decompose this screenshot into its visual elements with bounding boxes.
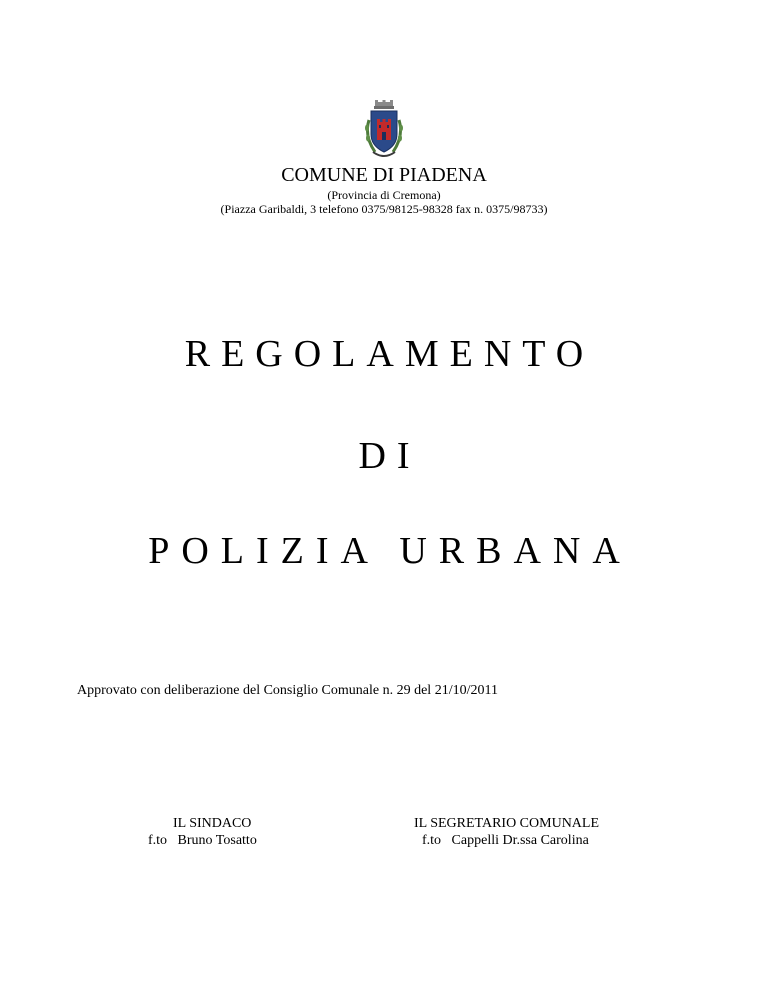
approval-statement: Approvato con deliberazione del Consiglio Comunale n. 29 del 21/10/2011 (77, 683, 498, 698)
signature-role: IL SINDACO (173, 816, 252, 831)
signature-name: f.to Cappelli Dr.ssa Carolina (422, 833, 589, 848)
municipality-name: COMUNE DI PIADENA (281, 164, 487, 186)
province-line: (Provincia di Cremona) (327, 188, 441, 202)
address-line: (Piazza Garibaldi, 3 telefono 0375/98125-98328 fax n. 0375/98733) (220, 202, 548, 216)
signature-block-secretary (414, 815, 654, 849)
title-line-regolamento: REGOLAMENTO (184, 333, 595, 375)
title-line-polizia-urbana: POLIZIA URBANA (148, 530, 632, 572)
signature-name: f.to Bruno Tosatto (148, 833, 257, 848)
title-line-di: DI (358, 435, 421, 477)
coat-of-arms-icon (361, 100, 407, 162)
signature-role: IL SEGRETARIO COMUNALE (414, 816, 600, 831)
signature-block-mayor (148, 815, 328, 849)
